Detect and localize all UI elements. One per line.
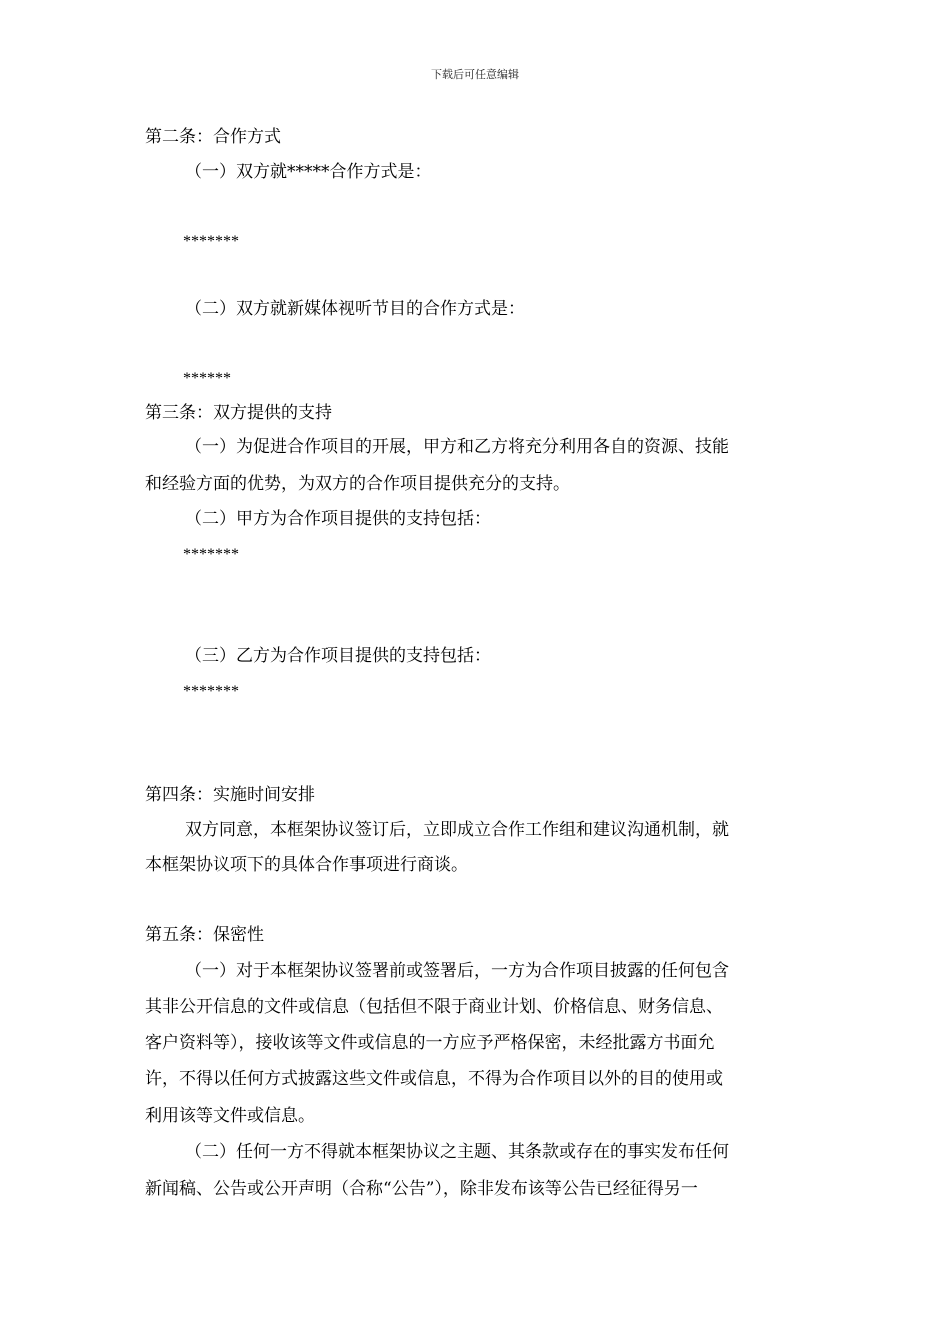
paragraph-line: 新闻稿、公告或公开声明（合称“公告”），除非发布该等公告已经征得另一 (145, 1179, 698, 1199)
paragraph-line: （一）双方就*****合作方式是： (185, 162, 432, 182)
article-5-heading: 第五条：保密性 (145, 925, 264, 945)
paragraph-line: 其非公开信息的文件或信息（包括但不限于商业计划、价格信息、财务信息、 (145, 997, 723, 1017)
paragraph-line: 客户资料等），接收该等文件或信息的一方应予严格保密，未经批露方书面允 (145, 1033, 715, 1053)
paragraph-line: （二）甲方为合作项目提供的支持包括： (185, 509, 491, 529)
paragraph-line: 双方同意，本框架协议签订后，立即成立合作工作组和建议沟通机制，就 (185, 820, 729, 840)
paragraph-line: 许，不得以任何方式披露这些文件或信息，不得为合作项目以外的目的使用或 (145, 1069, 723, 1089)
page-header: 下载后可任意编辑 (431, 68, 519, 81)
paragraph-line: 利用该等文件或信息。 (145, 1106, 315, 1126)
paragraph-line: （二）任何一方不得就本框架协议之主题、其条款或存在的事实发布任何 (185, 1142, 729, 1162)
paragraph-line: 和经验方面的优势，为双方的合作项目提供充分的支持。 (145, 474, 570, 494)
paragraph-line: （二）双方就新媒体视听节目的合作方式是： (185, 299, 525, 319)
placeholder-stars: ******* (183, 683, 239, 700)
article-2-heading: 第二条：合作方式 (145, 127, 281, 147)
article-3-heading: 第三条：双方提供的支持 (145, 403, 332, 423)
paragraph-line: （三）乙方为合作项目提供的支持包括： (185, 646, 491, 666)
placeholder-stars: ****** (183, 370, 231, 387)
placeholder-stars: ******* (183, 546, 239, 563)
paragraph-line: 本框架协议项下的具体合作事项进行商谈。 (145, 855, 468, 875)
paragraph-line: （一）对于本框架协议签署前或签署后，一方为合作项目披露的任何包含 (185, 961, 729, 981)
paragraph-line: （一）为促进合作项目的开展，甲方和乙方将充分利用各自的资源、技能 (185, 437, 729, 457)
placeholder-stars: ******* (183, 233, 239, 250)
article-4-heading: 第四条：实施时间安排 (145, 785, 315, 805)
